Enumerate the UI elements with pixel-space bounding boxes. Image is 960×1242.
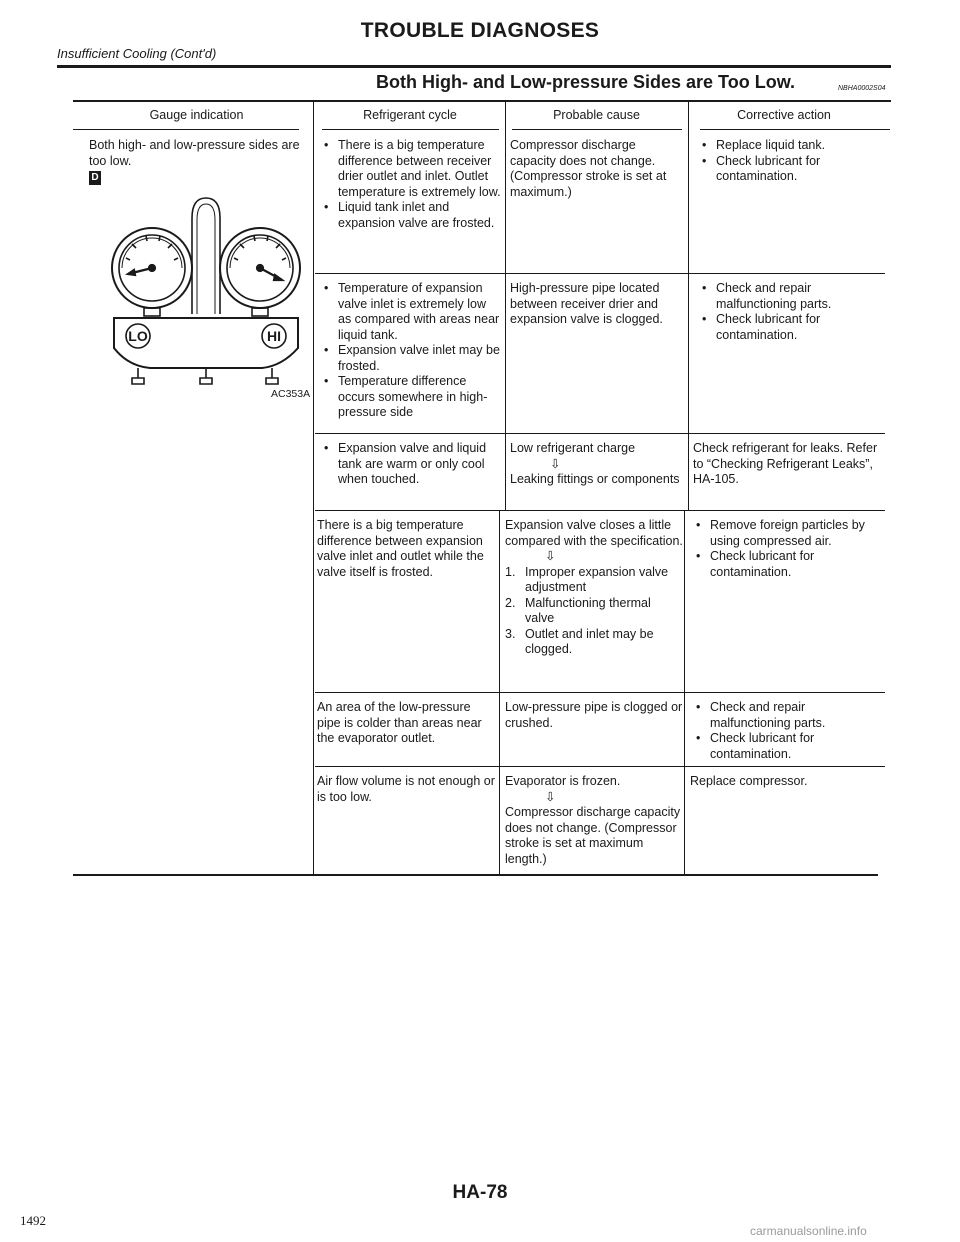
- down-arrow-icon: ⇩: [550, 456, 561, 471]
- row5-cycle: An area of the low-pressure pipe is colder than areas near the evaporator outlet.: [317, 700, 482, 745]
- row-separator-5: [315, 766, 885, 767]
- row4-cycle: There is a big temperature difference between expansion valve inlet and outlet while the valve itself is frosted.: [317, 518, 484, 579]
- grid-line-v2a: [505, 100, 506, 510]
- gauge-indication-text: Both high- and low-pressure sides are too low.: [89, 138, 300, 168]
- hi-label: HI: [267, 328, 281, 344]
- row1-cycle-item: • Liquid tank inlet and expansion valve are frosted.: [322, 200, 502, 231]
- row4-action-item: • Check lubricant for contamination.: [694, 549, 880, 580]
- header-underline-cycle: [322, 129, 499, 130]
- row2-cause: High-pressure pipe located between receiver drier and expansion valve is clogged.: [510, 281, 663, 326]
- row6-cause: [505, 774, 683, 867]
- row1-cycle-item: • There is a big temperature difference between receiver drier outlet and inlet. Outlet temperature is extremely low.: [322, 138, 502, 200]
- row4-action: [694, 518, 880, 580]
- row4-cause-top: Expansion valve closes a little compared with the specification.: [505, 518, 683, 548]
- table-bottom-rule: [73, 874, 878, 876]
- row4-cause-item: 3. Outlet and inlet may be clogged.: [505, 626, 654, 656]
- row5-action-item: • Check and repair malfunctioning parts.: [694, 700, 880, 731]
- column-header-action: Corrective action: [737, 108, 831, 122]
- row2-action-item: • Check and repair malfunctioning parts.: [700, 281, 880, 312]
- header-underline-cause: [512, 129, 682, 130]
- row2-cycle-item: • Temperature difference occurs somewhere in high-pressure side: [322, 374, 502, 421]
- row2-action: [700, 281, 880, 343]
- row6-action: Replace compressor.: [690, 774, 808, 788]
- row4-cause-item: 2. Malfunctioning thermal valve: [505, 595, 651, 625]
- watermark: carmanualsonline.info: [750, 1224, 867, 1238]
- side-page-number: 1492: [20, 1213, 46, 1228]
- row3-action: Check refrigerant for leaks. Refer to “Checking Refrigerant Leaks”, HA-105.: [693, 441, 878, 486]
- figure-code: AC353A: [271, 388, 311, 400]
- reference-code: NBHA0002S04: [838, 85, 886, 92]
- row-separator-1: [315, 273, 885, 274]
- page-title: TROUBLE DIAGNOSES: [360, 19, 600, 42]
- down-arrow-icon: ⇩: [545, 549, 556, 563]
- row3-cause-bottom: Leaking fittings or components: [510, 472, 680, 486]
- row-separator-2: [315, 433, 885, 434]
- manifold-gauge-figure: [102, 196, 302, 396]
- section-label: Insufficient Cooling (Cont'd): [57, 46, 217, 61]
- column-header-cycle: Refrigerant cycle: [363, 108, 457, 122]
- header-underline-action: [700, 129, 890, 130]
- row2-action-item: • Check lubricant for contamination.: [700, 312, 880, 343]
- down-arrow-icon: ⇩: [545, 789, 556, 804]
- row3-cause-top: Low refrigerant charge: [510, 441, 636, 455]
- page-number: HA-78: [452, 1182, 508, 1203]
- row1-cycle: [322, 138, 502, 231]
- grid-line-v1: [313, 100, 314, 875]
- row2-cycle-item: • Temperature of expansion valve inlet is extremely low as compared with areas near liquid tank.: [322, 281, 502, 343]
- row1-action: [700, 138, 880, 185]
- table-subtitle: Both High- and Low-pressure Sides are Too Low.: [376, 72, 796, 92]
- grid-line-v3a: [688, 100, 689, 510]
- header-underline-gauge: [73, 129, 299, 130]
- row6-cycle: Air flow volume is not enough or is too low.: [317, 774, 495, 804]
- row3-cycle: [322, 441, 502, 488]
- row6-cause-bottom: Compressor discharge capacity does not change. (Compressor stroke is set at maximum length.): [505, 805, 681, 866]
- row3-cause: [510, 441, 685, 488]
- row4-cause-list: [505, 565, 683, 658]
- row-separator-4: [315, 692, 885, 693]
- row6-cause-top: Evaporator is frozen.: [505, 774, 621, 788]
- row5-action-item: • Check lubricant for contamination.: [694, 731, 880, 762]
- gauge-badge: D: [89, 171, 101, 185]
- column-header-cause: Probable cause: [553, 108, 640, 122]
- row3-cycle-item: • Expansion valve and liquid tank are warm or only cool when touched.: [322, 441, 502, 488]
- column-header-gauge: Gauge indication: [149, 108, 244, 122]
- row-separator-3: [315, 510, 885, 511]
- row5-cause: Low-pressure pipe is clogged or crushed.: [505, 700, 683, 730]
- subtitle-rule: [73, 100, 891, 102]
- row1-cause: Compressor discharge capacity does not change. (Compressor stroke is set at maximum.): [510, 138, 667, 199]
- row2-cycle: [322, 281, 502, 421]
- row4-cause: [505, 518, 683, 658]
- row5-action: [694, 700, 880, 762]
- header-rule: [57, 65, 891, 68]
- lo-label: LO: [128, 328, 148, 344]
- row4-action-item: • Remove foreign particles by using compressed air.: [694, 518, 880, 549]
- row2-cycle-item: • Expansion valve inlet may be frosted.: [322, 343, 502, 374]
- row4-cause-item: 1. Improper expansion valve adjustment: [505, 564, 669, 594]
- row1-action-item: • Replace liquid tank.: [700, 138, 880, 154]
- row1-action-item: • Check lubricant for contamination.: [700, 154, 880, 185]
